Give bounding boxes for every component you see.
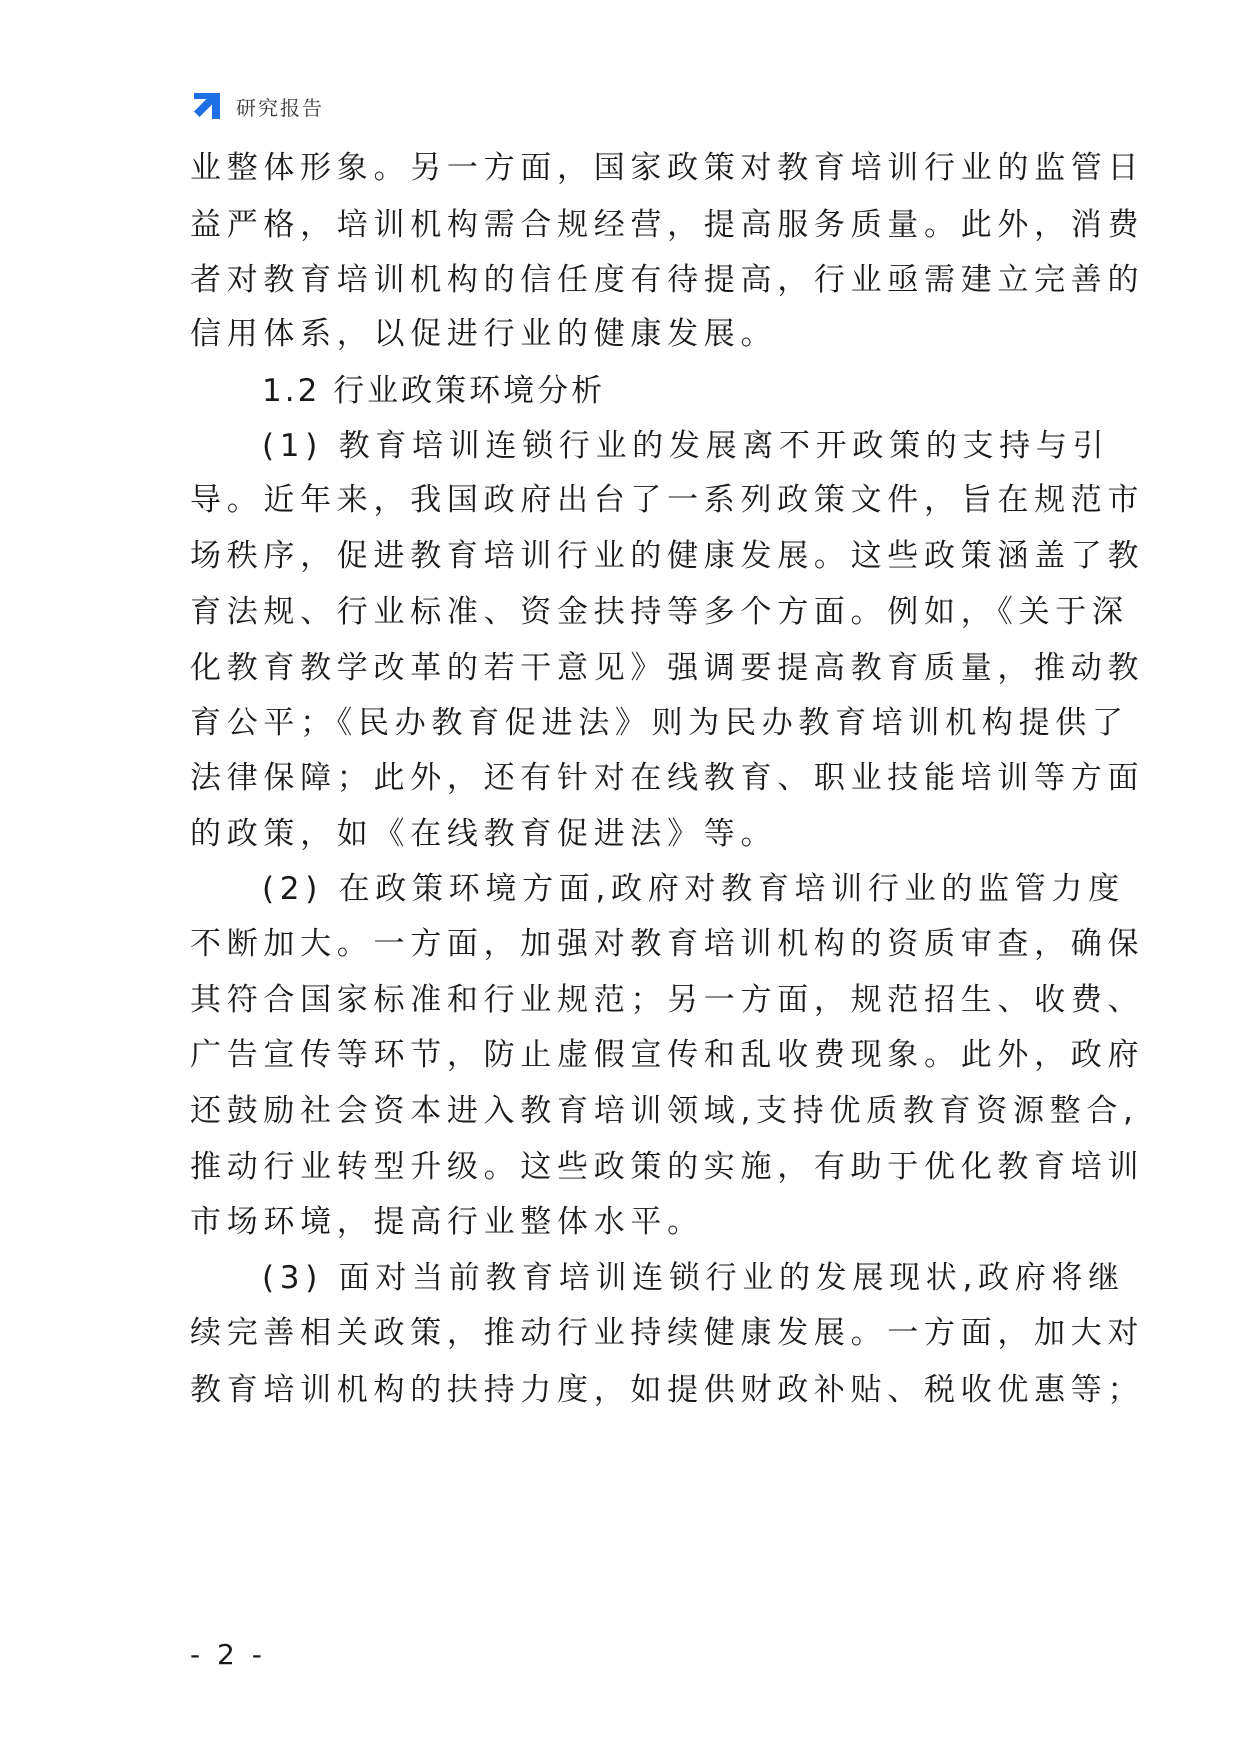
body-line: 场秩序，促进教育培训行业的健康发展。这些政策涵盖了教: [190, 538, 1145, 574]
body-line: (1) 教育培训连锁行业的发展离不开政策的支持与引: [262, 428, 1110, 464]
body-line: 法律保障；此外，还有针对在线教育、职业技能培训等方面: [190, 760, 1145, 796]
body-line: 广告宣传等环节，防止虚假宣传和乱收费现象。此外，政府: [190, 1037, 1145, 1073]
body-line: 育法规、行业标准、资金扶持等多个方面。例如，《关于深: [190, 594, 1129, 630]
body-line: 业整体形象。另一方面，国家政策对教育培训行业的监管日: [190, 150, 1145, 186]
body-line: 教育培训机构的扶持力度，如提供财政补贴、税收优惠等；: [190, 1372, 1145, 1408]
body-line: 信用体系，以促进行业的健康发展。: [190, 316, 778, 352]
header-title: 研究报告: [236, 95, 324, 120]
body-line: 续完善相关政策，推动行业持续健康发展。一方面，加大对: [190, 1315, 1145, 1351]
body-line: (2) 在政策环境方面,政府对教育培训行业的监管力度: [262, 871, 1125, 907]
body-line: 益严格，培训机构需合规经营，提高服务质量。此外，消费: [190, 207, 1145, 243]
body-line: 推动行业转型升级。这些政策的实施，有助于优化教育培训: [190, 1149, 1145, 1185]
body-line: 其符合国家标准和行业规范；另一方面，规范招生、收费、: [190, 982, 1145, 1018]
body-line: 者对教育培训机构的信任度有待提高，行业亟需建立完善的: [190, 262, 1145, 298]
body-line: 的政策，如《在线教育促进法》等。: [190, 816, 778, 852]
body-line: 导。近年来，我国政府出台了一系列政策文件，旨在规范市: [190, 482, 1145, 518]
arrow-up-right-icon: [190, 89, 224, 123]
page-number: - 2 -: [190, 1638, 266, 1671]
body-line: 不断加大。一方面，加强对教育培训机构的资质审查，确保: [190, 926, 1145, 962]
body-line: 化教育教学改革的若干意见》强调要提高教育质量，推动教: [190, 650, 1145, 686]
body-line: 育公平；《民办教育促进法》则为民办教育培训机构提供了: [190, 705, 1129, 741]
body-line: 市场环境，提高行业整体水平。: [190, 1204, 704, 1240]
section-heading: 1.2 行业政策环境分析: [262, 373, 606, 409]
body-line: (3) 面对当前教育培训连锁行业的发展现状,政府将继: [262, 1260, 1125, 1296]
body-line: 还鼓励社会资本进入教育培训领域,支持优质教育资源整合,: [190, 1093, 1139, 1129]
report-header: [190, 88, 324, 124]
